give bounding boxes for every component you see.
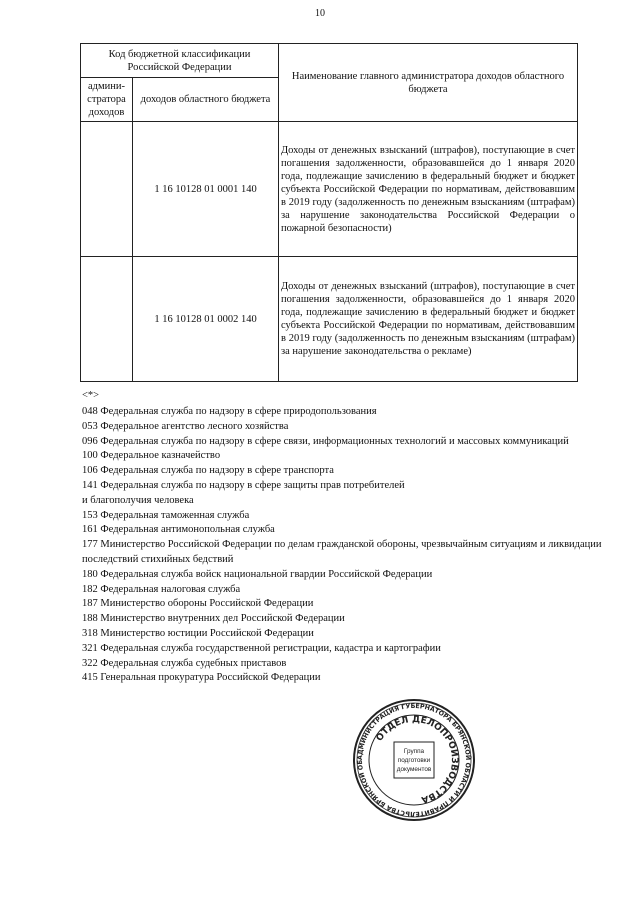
agency-list <box>82 405 602 686</box>
department-stamp <box>352 698 476 822</box>
list-item: и благополучия человека <box>82 494 194 506</box>
header-administrator-code: админи-стратора доходов <box>81 78 133 122</box>
list-item: 161 Федеральная антимонопольная служба <box>82 524 275 536</box>
list-item: 182 Федеральная налоговая служба <box>82 583 241 595</box>
stamp-center-line3: документов <box>396 766 432 773</box>
row-income-code: 1 16 10128 01 0002 140 <box>133 257 279 382</box>
list-item: 177 Министерство Российской Федерации по делам гражданской обороны, чрезвычайным ситуациям и ликвидации последствий стихийных бедствий <box>82 539 602 565</box>
row-income-code: 1 16 10128 01 0001 140 <box>133 122 279 257</box>
row-admin-cell <box>81 122 133 257</box>
list-item: 180 Федеральная служба войск национальной гвардии Российской Федерации <box>82 568 433 580</box>
table-row <box>81 122 578 257</box>
row-income-name: Доходы от денежных взысканий (штрафов), поступающие в счет погашения задолженности, образовавшейся до 1 января 2020 года, подлежащие зачислению в федеральный бюджет и бюджет субъекта Российской Федерации по нормативам, действовавшим в 2019 году (задолженность по денежным взысканиям (штрафам) за нарушение законодательства Российской Федерации о пожарной безопасности) <box>279 122 578 257</box>
stamp-ring-text: АДМИНИСТРАЦИЯ ГУБЕРНАТОРА БРЯНСКОЙ ОБЛАСТИ И ПРАВИТЕЛЬСТВА БРЯНСКОЙ ОБ <box>356 702 472 818</box>
header-classification-code: Код бюджетной классификации Российской Федерации <box>81 44 279 78</box>
row-admin-cell <box>81 257 133 382</box>
stamp-department-text: ОТДЕЛ ДЕЛОПРОИЗВОДСТВА <box>374 714 460 805</box>
header-income-code: доходов областного бюджета <box>133 78 279 122</box>
stamp-center-line2: подготовки <box>397 757 431 764</box>
page-number: 10 <box>315 8 325 19</box>
list-item: 321 Федеральная служба государственной регистрации, кадастра и картографии <box>82 642 441 654</box>
list-item: 187 Министерство обороны Российской Федерации <box>82 598 314 610</box>
list-item: 100 Федеральное казначейство <box>82 450 221 462</box>
list-item: 106 Федеральная служба по надзору в сфере транспорта <box>82 465 334 477</box>
list-item: 188 Министерство внутренних дел Российской Федерации <box>82 613 345 625</box>
list-item: 053 Федеральное агентство лесного хозяйства <box>82 420 289 432</box>
list-item: 153 Федеральная таможенная служба <box>82 509 250 521</box>
budget-classification-table <box>80 43 578 382</box>
header-administrator-name: Наименование главного администратора доходов областного бюджета <box>279 44 578 122</box>
footnote-mark: <*> <box>82 390 100 401</box>
list-item: 415 Генеральная прокуратура Российской Федерации <box>82 672 321 684</box>
stamp-seal-icon <box>352 698 476 822</box>
list-item: 141 Федеральная служба по надзору в сфере защиты прав потребителей <box>82 479 405 491</box>
stamp-center-line1: Группа <box>403 748 425 755</box>
list-item: 322 Федеральная служба судебных приставов <box>82 657 287 669</box>
list-item: 096 Федеральная служба по надзору в сфере связи, информационных технологий и массовых коммуникаций <box>82 435 569 447</box>
row-income-name: Доходы от денежных взысканий (штрафов), поступающие в счет погашения задолженности, образовавшейся до 1 января 2020 года, подлежащие зачислению в федеральный бюджет и бюджет субъекта Российской Федерации по нормативам, действовавшим в 2019 году (задолженность по денежным взысканиям (штрафам) за нарушение законодательства о рекламе) <box>279 257 578 382</box>
list-item: 318 Министерство юстиции Российской Федерации <box>82 627 314 639</box>
table-row <box>81 257 578 382</box>
list-item: 048 Федеральная служба по надзору в сфере природопользования <box>82 406 377 417</box>
